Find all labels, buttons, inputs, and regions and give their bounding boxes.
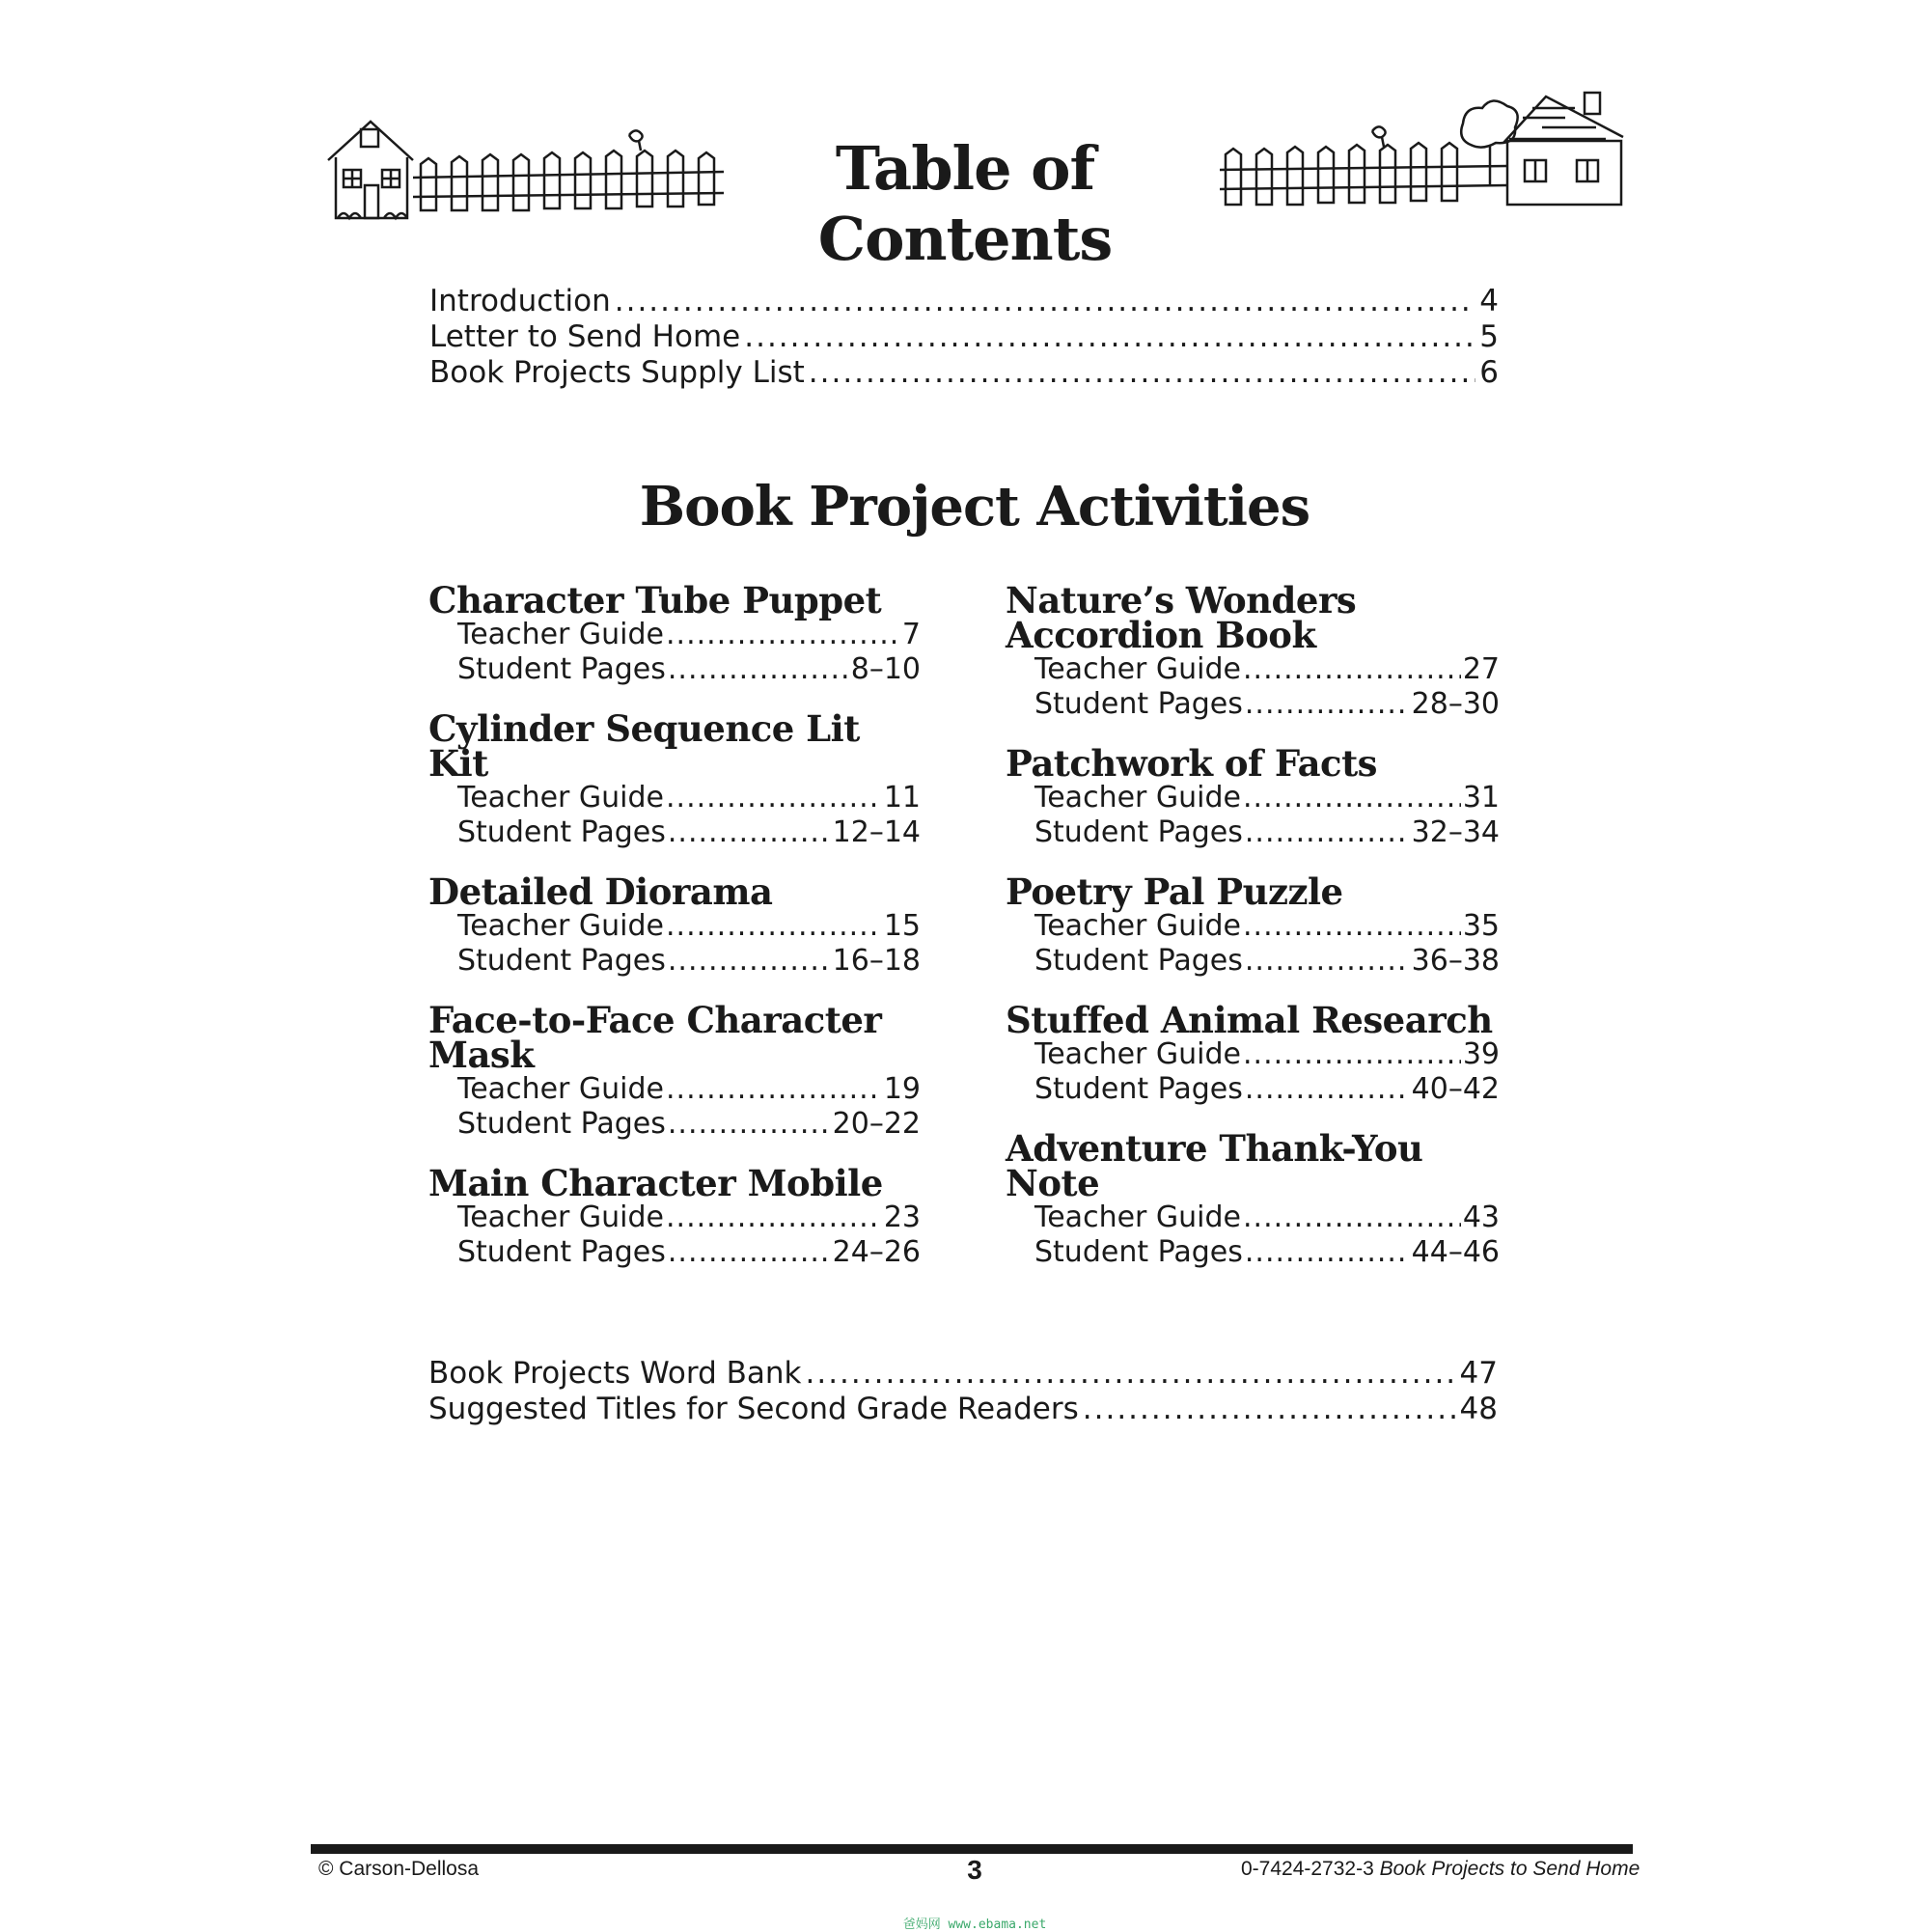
leader-dots <box>1245 1235 1410 1270</box>
toc-entry-label: Introduction <box>429 284 611 318</box>
activity-title: Nature’s Wonders Accordion Book <box>1006 579 1357 656</box>
row-label: Student Pages <box>1034 1235 1243 1269</box>
leader-dots <box>1245 815 1410 850</box>
row-page: 24–26 <box>832 1235 921 1269</box>
student-pages-row <box>1006 1235 1500 1270</box>
toc-entry-page: 48 <box>1459 1392 1498 1426</box>
row-label: Teacher Guide <box>457 1072 664 1106</box>
activity-title: Poetry Pal Puzzle <box>1006 870 1343 913</box>
footer-rule <box>311 1844 1633 1854</box>
activity-title: Character Tube Puppet <box>428 579 882 621</box>
teacher-guide-row <box>1006 1201 1500 1235</box>
footer-isbn: 0-7424-2732-3 <box>1241 1858 1374 1880</box>
row-label: Student Pages <box>1034 687 1243 721</box>
teacher-guide-row <box>1006 1037 1500 1072</box>
row-page: 11 <box>883 781 921 814</box>
leader-dots <box>1245 687 1410 722</box>
toc-entry-label: Letter to Send Home <box>429 319 741 354</box>
row-label: Student Pages <box>1034 944 1243 978</box>
row-label: Teacher Guide <box>457 1201 664 1234</box>
leader-dots <box>668 815 831 850</box>
row-page: 15 <box>883 909 921 943</box>
row-label: Student Pages <box>1034 1072 1243 1106</box>
row-page: 28–30 <box>1411 687 1500 721</box>
row-label: Teacher Guide <box>457 781 664 814</box>
house-fence-illustration <box>320 104 726 230</box>
row-page: 35 <box>1462 909 1500 943</box>
activities-left-column <box>428 579 921 1294</box>
activity-title: Cylinder Sequence Lit Kit <box>428 707 860 785</box>
activity-title: Patchwork of Facts <box>1006 742 1378 785</box>
toc-entry-word-bank[interactable] <box>428 1356 1498 1392</box>
activity-entry[interactable] <box>1006 870 1500 979</box>
row-label: Student Pages <box>457 1235 666 1269</box>
row-page: 31 <box>1462 781 1500 814</box>
section-title: Book Project Activities <box>639 475 1310 538</box>
leader-dots <box>668 1107 831 1142</box>
row-page: 44–46 <box>1411 1235 1500 1269</box>
activity-entry[interactable] <box>428 1162 921 1270</box>
teacher-guide-row <box>1006 909 1500 944</box>
student-pages-row <box>1006 944 1500 979</box>
activity-title: Stuffed Animal Research <box>1006 999 1493 1041</box>
activity-title: Face-to-Face Character Mask <box>428 999 882 1076</box>
row-page: 16–18 <box>832 944 921 978</box>
teacher-guide-row <box>428 909 921 944</box>
leader-dots <box>1243 1201 1461 1235</box>
row-page: 27 <box>1462 652 1500 686</box>
activities-right-column <box>1006 579 1500 1294</box>
row-page: 40–42 <box>1411 1072 1500 1106</box>
row-label: Teacher Guide <box>1034 1201 1241 1234</box>
footer-book-info <box>1241 1858 1640 1881</box>
student-pages-row <box>428 652 921 687</box>
footer-page-number: 3 <box>967 1855 982 1885</box>
activity-entry[interactable] <box>1006 579 1500 722</box>
row-page: 7 <box>901 618 921 651</box>
leader-dots <box>666 1201 882 1235</box>
footer-copyright: © Carson-Dellosa <box>318 1858 480 1880</box>
leader-dots <box>666 618 900 652</box>
activity-entry[interactable] <box>1006 742 1500 850</box>
toc-entry-page: 5 <box>1479 319 1499 354</box>
row-label: Student Pages <box>1034 815 1243 849</box>
toc-entry-label: Book Projects Word Bank <box>428 1356 802 1391</box>
activity-entry[interactable] <box>428 999 921 1142</box>
row-label: Student Pages <box>457 652 666 686</box>
row-page: 8–10 <box>850 652 921 686</box>
toc-entry-introduction[interactable] <box>429 284 1499 319</box>
leader-dots <box>666 1072 882 1107</box>
row-label: Student Pages <box>457 815 666 849</box>
leader-dots <box>1243 652 1461 687</box>
leader-dots <box>744 319 1475 355</box>
leader-dots <box>805 1356 1455 1392</box>
teacher-guide-row <box>1006 652 1500 687</box>
row-label: Teacher Guide <box>1034 652 1241 686</box>
leader-dots <box>1083 1392 1456 1427</box>
row-page: 20–22 <box>832 1107 921 1141</box>
page-title: Table of Contents <box>817 133 1113 274</box>
activity-title: Main Character Mobile <box>428 1162 883 1204</box>
leader-dots <box>1245 1072 1410 1107</box>
student-pages-row <box>1006 687 1500 722</box>
student-pages-row <box>428 815 921 850</box>
row-page: 23 <box>883 1201 921 1234</box>
activity-entry[interactable] <box>1006 1127 1500 1270</box>
teacher-guide-row <box>1006 781 1500 815</box>
leader-dots <box>668 944 831 979</box>
watermark: 爸妈网 www.ebama.net <box>902 1918 1047 1932</box>
activity-title: Detailed Diorama <box>428 870 773 913</box>
toc-entry-suggested-titles[interactable] <box>428 1392 1498 1427</box>
row-label: Teacher Guide <box>1034 909 1241 943</box>
row-label: Student Pages <box>457 944 666 978</box>
teacher-guide-row <box>428 618 921 652</box>
leader-dots <box>1243 1037 1461 1072</box>
leader-dots <box>666 909 882 944</box>
activity-title: Adventure Thank-You Note <box>1006 1127 1423 1204</box>
row-label: Teacher Guide <box>1034 781 1241 814</box>
student-pages-row <box>1006 1072 1500 1107</box>
toc-entry-page: 6 <box>1479 355 1499 390</box>
toc-entry-label: Suggested Titles for Second Grade Readers <box>428 1392 1079 1426</box>
toc-entry-page: 47 <box>1459 1356 1498 1391</box>
activity-entry[interactable] <box>428 707 921 850</box>
toc-entry-letter[interactable] <box>429 319 1499 355</box>
row-page: 43 <box>1462 1201 1500 1234</box>
footer-book-title: Book Projects to Send Home <box>1379 1858 1640 1880</box>
leader-dots <box>668 1235 831 1270</box>
leader-dots <box>666 781 882 815</box>
row-page: 32–34 <box>1411 815 1500 849</box>
activity-entry[interactable] <box>1006 999 1500 1107</box>
toc-entry-page: 4 <box>1479 284 1499 318</box>
row-label: Teacher Guide <box>457 618 664 651</box>
teacher-guide-row <box>428 1201 921 1235</box>
leader-dots <box>1245 944 1410 979</box>
leader-dots <box>1243 781 1461 815</box>
activity-entry[interactable] <box>428 579 921 687</box>
student-pages-row <box>428 1107 921 1142</box>
row-label: Teacher Guide <box>1034 1037 1241 1071</box>
cottage-fence-illustration <box>1218 89 1635 214</box>
student-pages-row <box>1006 815 1500 850</box>
student-pages-row <box>428 944 921 979</box>
row-page: 12–14 <box>832 815 921 849</box>
row-page: 39 <box>1462 1037 1500 1071</box>
leader-dots <box>668 652 849 687</box>
leader-dots <box>1243 909 1461 944</box>
row-label: Teacher Guide <box>457 909 664 943</box>
teacher-guide-row <box>428 1072 921 1107</box>
row-page: 19 <box>883 1072 921 1106</box>
row-page: 36–38 <box>1411 944 1500 978</box>
toc-entry-supply-list[interactable] <box>429 355 1499 391</box>
leader-dots <box>809 355 1476 391</box>
leader-dots <box>615 284 1476 319</box>
row-label: Student Pages <box>457 1107 666 1141</box>
student-pages-row <box>428 1235 921 1270</box>
toc-entry-label: Book Projects Supply List <box>429 355 805 390</box>
activity-entry[interactable] <box>428 870 921 979</box>
teacher-guide-row <box>428 781 921 815</box>
